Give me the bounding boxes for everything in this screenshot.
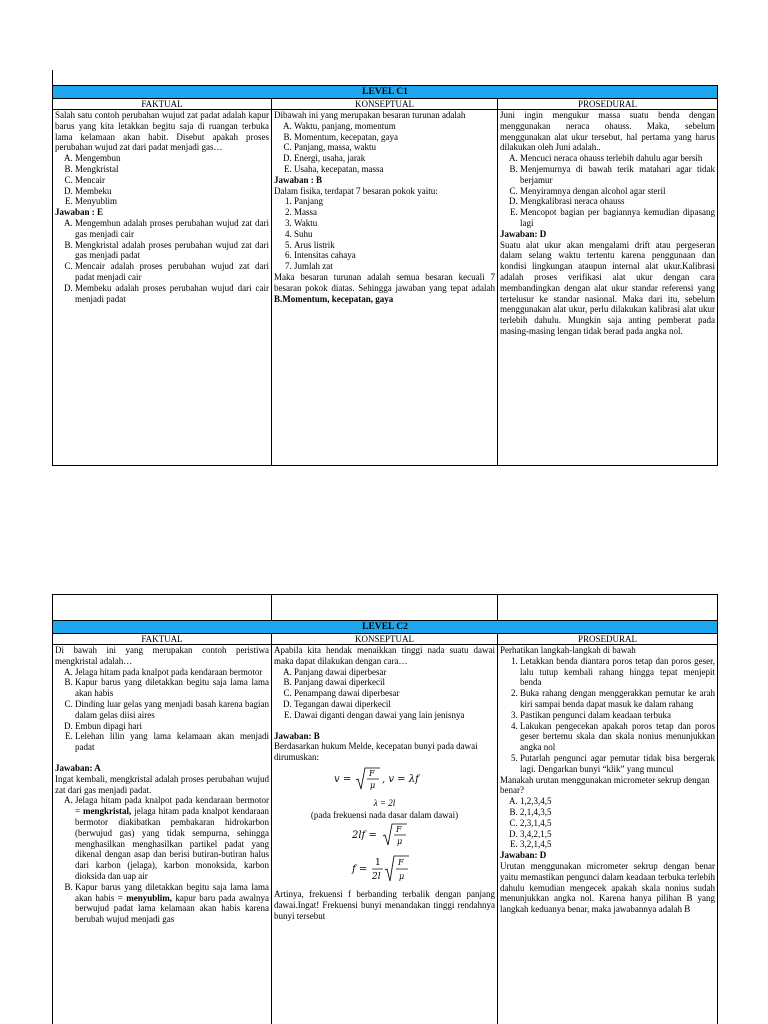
explanation-item: D. Membeku adalah proses perubahan wujud dari cair menjadi padat <box>75 283 269 305</box>
option-item: D. Embun dipagi hari <box>75 721 269 732</box>
option-item: A. Mengembun <box>75 153 269 164</box>
level-title: LEVEL C1 <box>53 86 718 99</box>
explanation-item: B. Mengkristal adalah proses perubahan wujud zat dari gas menjadi padat <box>75 240 269 262</box>
prosedural-cell <box>498 645 718 1024</box>
level-c1-table <box>52 85 718 466</box>
formula-velocity <box>274 764 495 797</box>
formula-lambda: λ = 2l <box>373 797 396 808</box>
option-item: A. 1,2,3,4,5 <box>520 796 715 807</box>
konseptual-cell <box>272 110 498 466</box>
svg-text:μ: μ <box>398 872 404 882</box>
faktual-cell <box>53 110 272 466</box>
column-header-prosedural: PROSEDURAL <box>498 634 718 645</box>
level-c2-table <box>52 594 718 1024</box>
option-item: B. Momentum, kecepatan, gaya <box>294 132 495 143</box>
explanation-text: Urutan menggunakan micrometer sekrup dengan benar yaitu memastikan pengunci dalam keadaan terbuka terlebih dahulu kemudian mengecek apakah skala nonius sudah menunjukkan angka nol. Karena hanya pilihan B yang langkah keduanya benar, maka jawabannya adalah B <box>500 860 715 915</box>
page-margin-line <box>52 70 53 86</box>
option-item: B. Panjang dawai diperkecil <box>294 677 495 688</box>
options-list <box>500 153 715 229</box>
svg-text:μ: μ <box>396 837 402 847</box>
intro-text: Berdasarkan hukum Melde, kecepatan bunyi pada dawai dirumuskan: <box>274 741 478 763</box>
option-item: A. Panjang dawai diperbesar <box>294 667 495 678</box>
intro-text: Ingat kembali, mengkristal adalah proses perubahan wujud zat dari gas menjadi padat. <box>55 773 269 795</box>
column-header-faktual: FAKTUAL <box>53 634 272 645</box>
option-item: C. Menyiramnya dengan alcohol agar steril <box>520 186 715 197</box>
option-item: E. Dawai diganti dengan dawai yang lain jenisnya <box>294 710 495 721</box>
option-item: D. Membeku <box>75 186 269 197</box>
svg-text:v =: v = <box>333 773 351 785</box>
answer-text: Jawaban: D <box>500 850 547 861</box>
list-item: 6. Intensitas cahaya <box>294 250 495 261</box>
question-text: Di bawah ini yang merupakan contoh peristiwa mengkristal adalah… <box>55 645 269 666</box>
empty-cell <box>498 595 718 621</box>
svg-text:1: 1 <box>374 858 381 869</box>
svg-text:2l: 2l <box>371 872 381 883</box>
svg-text:μ: μ <box>369 780 375 790</box>
question-text: Juni ingin mengukur massa suatu benda dengan menggunakan neraca ohauss. Maka, sebelum menggunakan alat ukur tersebut, hal pertama yang harus dilakukan oleh Juni adalah.. <box>500 110 715 153</box>
option-item: E. Usaha, kecepatan, massa <box>294 164 495 175</box>
explanation-text: Suatu alat ukur akan mengalami drift atau pergeseran dalam selang waktu tertentu karena penggunaan dan kondisi lingkungan ataupun internal alat ukur.Kalibrasi adalah proses verifikasi alat ukur dengan cara membandingkan dengan alat ukur standar referensi yang tertelusur ke standar nasional. Maka dari itu, sebelum menggunakan alat ukur, perlu dilakukan kalibrasi alat ukur terlebih dahulu. Mungkin saja anting pemberat pada masing-masing lengan tidak berad pada angka nol. <box>500 239 715 336</box>
empty-cell <box>272 595 498 621</box>
conclusion-text: Artinya, frekuensi f berbanding terbalik dengan panjang dawai.Ingat! Frekuensi bunyi menandakan tinggi rendahnya bunyi tersebut <box>274 888 495 921</box>
option-item: D. Tegangan dawai diperkecil <box>294 699 495 710</box>
konseptual-cell <box>272 645 498 1024</box>
faktual-cell <box>53 645 272 1024</box>
explanation-list <box>55 795 269 925</box>
formula-frequency <box>274 821 495 852</box>
option-item: B. Kapur barus yang diletakkan begitu saja lama lama akan habis <box>75 677 269 699</box>
explanation-item: C. Mencair adalah proses perubahan wujud zat dari padat menjadi cair <box>75 261 269 283</box>
svg-text:F: F <box>368 768 375 778</box>
option-item: B. Mengkristal <box>75 164 269 175</box>
options-list <box>274 121 495 175</box>
explanation-item: A. Jelaga hitam pada knalpot pada kendaraan bermotor = mengkristal, jelaga hitam pada knalpot kendaraan bermotor diakibatkan pembakaran hidrokarbon (berwujud gas) yang tidak sempurna, sehingga menghasilkan menghasilkan partikel padat yang dikenal dengan asap dan berisi butiran-butiran halus dari karbon (jelaga), karbon monoksida, karbon dioksida dan uap air <box>75 795 269 881</box>
option-item: B. 2,1,4,3,5 <box>520 807 715 818</box>
question-text: Apabila kita hendak menaikkan tinggi nada suatu dawai maka dapat dilakukan dengan cara… <box>274 645 495 666</box>
option-item: C. Dinding luar gelas yang menjadi basah karena bagian dalam gelas diisi aires <box>75 699 269 721</box>
column-header-konseptual: KONSEPTUAL <box>272 99 498 110</box>
svg-text:F: F <box>397 858 404 868</box>
svg-text:F: F <box>395 825 402 835</box>
option-item: E. 3,2,1,4,5 <box>520 839 715 850</box>
option-item: D. Energi, usaha, jarak <box>294 153 495 164</box>
list-item: 5. Arus listrik <box>294 240 495 251</box>
list-item: 4. Suhu <box>294 229 495 240</box>
list-item: 1. Panjang <box>294 196 495 207</box>
svg-text:f =: f = <box>351 864 367 876</box>
step-item: 5. Putarlah pengunci agar pemutar tidak bisa bergerak lagi. Dengarkan bunyi “klik” yang muncul <box>520 753 715 775</box>
option-item: C. Penampang dawai diperbesar <box>294 688 495 699</box>
basic-quantities-list <box>274 196 495 272</box>
step-item: 2. Buka rahang dengan menggerakkan pemutar ke arah kiri sampai benda dapat masuk ke dalam rahang <box>520 688 715 710</box>
svg-text:, v = λf: , v = λf <box>381 773 419 785</box>
option-item: B. Menjemurnya di bawah terik matahari agar tidak berjamur <box>520 164 715 186</box>
explanation-list <box>55 218 269 304</box>
formula-final <box>274 853 495 888</box>
svg-text:2lf =: 2lf = <box>351 830 377 842</box>
list-item: 7. Jumlah zat <box>294 261 495 272</box>
formula-note: (pada frekuensi nada dasar dalam dawai) <box>310 809 459 820</box>
option-item: A. Waktu, panjang, momentum <box>294 121 495 132</box>
option-item: C. Mencair <box>75 175 269 186</box>
option-item: E. Mencopot bagian per bagiannya kemudian dipasang lagi <box>520 207 715 229</box>
empty-cell <box>53 595 272 621</box>
column-header-prosedural: PROSEDURAL <box>498 99 718 110</box>
step-item: 3. Pastikan pengunci dalam keadaan terbuka <box>520 710 715 721</box>
options-list <box>55 153 269 207</box>
answer-text: Jawaban: A <box>55 762 101 773</box>
option-item: D. Mengkalibrasi neraca ohauss <box>520 196 715 207</box>
option-item: A. Jelaga hitam pada knalpot pada kendaraan bermotor <box>75 667 269 678</box>
prosedural-cell <box>498 110 718 466</box>
conclusion-text: Maka besaran turunan adalah semua besaran kecuali 7 besaran pokok diatas. Sehingga jawaban yang tepat adalah B.Momentum, kecepatan, gaya <box>274 271 495 304</box>
step-item: 4. Lakukan pengecekan apakah poros tetap dan poros geser bertemu skala dan skala nonius menunjukkan angka nol <box>520 721 715 753</box>
step-item: 1. Letakkan benda diantara poros tetap dan poros geser, lalu tutup kembali rahang hingga tepat menjepit benda <box>520 656 715 688</box>
list-item: 2. Massa <box>294 207 495 218</box>
options-list <box>500 796 715 850</box>
option-item: E. Lelehan lilin yang lama kelamaan akan menjadi padat <box>75 731 269 753</box>
answer-text: Jawaban : B <box>274 174 323 185</box>
column-header-konseptual: KONSEPTUAL <box>272 634 498 645</box>
answer-text: Jawaban : E <box>55 207 104 218</box>
question-text: Perhatikan langkah-langkah di bawah <box>500 645 636 655</box>
option-item: C. Panjang, massa, waktu <box>294 142 495 153</box>
options-list <box>274 667 495 721</box>
intro-text: Dalam fisika, terdapat 7 besaran pokok yaitu: <box>274 185 438 196</box>
explanation-item: B. Kapur barus yang diletakkan begitu saja lama lama akan habis = menyublim, kapur baru pada awalnya berwujud padat lama kelamaan akan habis karena berubah wujud menjadi gas <box>75 882 269 925</box>
option-item: D. 3,4,2,1,5 <box>520 829 715 840</box>
explanation-item: A. Mengembun adalah proses perubahan wujud zat dari gas menjadi cair <box>75 218 269 240</box>
column-header-faktual: FAKTUAL <box>53 99 272 110</box>
option-item: E. Menyublim <box>75 196 269 207</box>
steps-list <box>500 656 715 775</box>
level-title: LEVEL C2 <box>53 621 718 634</box>
answer-text: Jawaban: B <box>274 730 320 741</box>
option-item: C. 2,3,1,4,5 <box>520 818 715 829</box>
question-text-2: Manakah urutan menggunakan micrometer sekrup dengan benar? <box>500 774 710 796</box>
option-item: A. Mencuci neraca ohauss terlebih dahulu agar bersih <box>520 153 715 164</box>
list-item: 3. Waktu <box>294 218 495 229</box>
question-text: Salah satu contoh perubahan wujud zat padat adalah kapur barus yang kita letakkan begitu saja di ruangan terbuka lama kelamaan akan habit. Disebut apakah proses perubahan wujud zat dari padat menjadi gas… <box>55 110 269 153</box>
answer-text: Jawaban: D <box>500 228 547 239</box>
options-list <box>55 667 269 753</box>
question-text: Dibawah ini yang merupakan besaran turunan adalah <box>274 110 466 120</box>
